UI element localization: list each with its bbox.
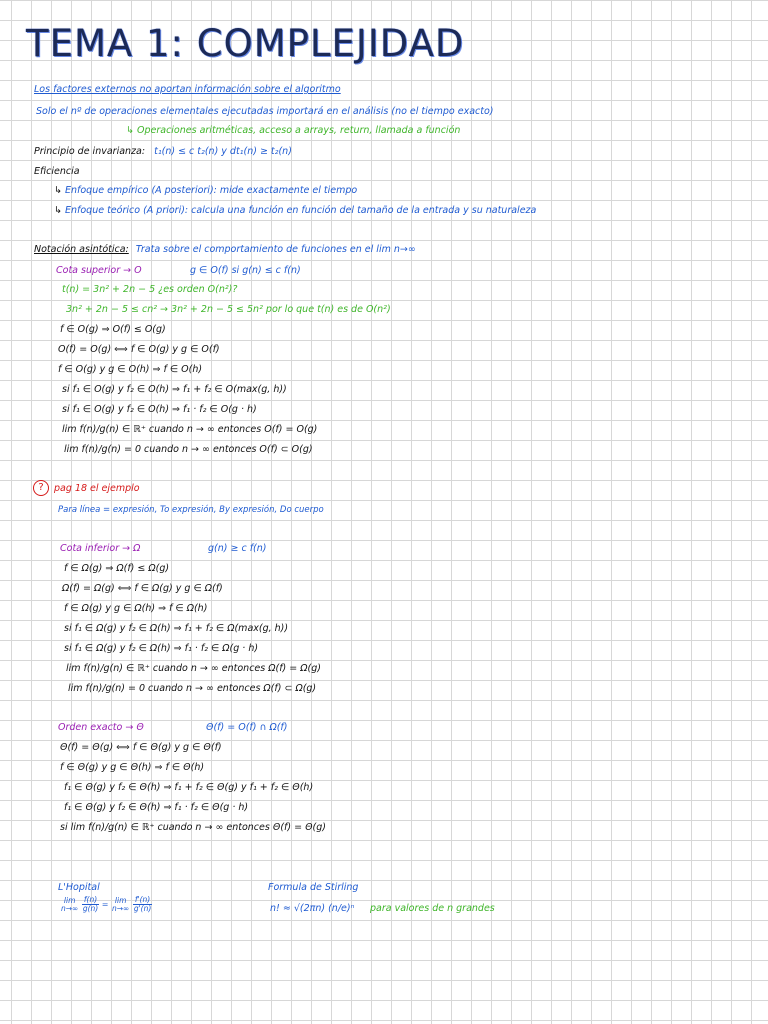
cota-inferior-label: Cota inferior → Ω (60, 543, 141, 554)
cota-superior-example-1: t(n) = 3n² + 2n − 5 ¿es orden O(n²)? (62, 284, 238, 295)
invarianza-label: Principio de invarianza: (34, 146, 146, 157)
question-mark-icon: ? (33, 480, 49, 496)
orden-exacto-def: Θ(f) = O(f) ∩ Ω(f) (206, 722, 288, 733)
notacion-line (34, 244, 416, 256)
branch-arrow-icon: ↳ (54, 185, 65, 196)
orden-exacto-prop: f₁ ∈ Θ(g) y f₂ ∈ Θ(h) ⇒ f₁ · f₂ ∈ Θ(g · h) (64, 802, 249, 813)
stirling-label: Formula de Stirling (268, 882, 359, 893)
enfoque-teorico: ↳ Enfoque teórico (A priori): calcula una función en función del tamaño de la entrada y su naturaleza (54, 205, 537, 216)
cota-superior-prop: si f₁ ∈ O(g) y f₂ ∈ O(h) ⇒ f₁ + f₂ ∈ O(max(g, h)) (62, 384, 287, 395)
cota-inferior-prop: lim f(n)/g(n) = 0 cuando n → ∞ entonces Ω(f) ⊂ Ω(g) (68, 683, 317, 694)
cota-inferior-prop: si f₁ ∈ Ω(g) y f₂ ∈ Ω(h) ⇒ f₁ + f₂ ∈ Ω(max(g, h)) (64, 623, 289, 634)
cota-inferior-prop: lim f(n)/g(n) ∈ ℝ⁺ cuando n → ∞ entonces Ω(f) = Ω(g) (66, 663, 321, 674)
intro-line-2: ↳ Operaciones aritméticas, acceso a arrays, return, llamada a función (126, 125, 461, 136)
cota-inferior-prop: Ω(f) = Ω(g) ⟺ f ∈ Ω(g) y g ∈ Ω(f) (62, 583, 223, 594)
cota-superior-label: Cota superior → O (56, 265, 142, 276)
cota-superior-prop: lim f(n)/g(n) = 0 cuando n → ∞ entonces O(f) ⊂ O(g) (64, 444, 313, 455)
cota-superior-prop: O(f) = O(g) ⟺ f ∈ O(g) y g ∈ O(f) (58, 344, 220, 355)
cota-superior-prop: si f₁ ∈ O(g) y f₂ ∈ O(h) ⇒ f₁ · f₂ ∈ O(g · h) (62, 404, 257, 415)
cota-inferior-def: g(n) ≥ c f(n) (208, 543, 267, 554)
hopital-fraction-left: $\frac{f(n)}{g(n)}$ (82, 895, 99, 913)
hopital-label: L'Hopital (58, 882, 100, 893)
notacion-desc: Trata sobre el comportamiento de funciones en el lim n→∞ (135, 244, 416, 255)
orden-exacto-prop: si lim f(n)/g(n) ∈ ℝ⁺ cuando n → ∞ entonces Θ(f) = Θ(g) (60, 822, 326, 833)
cota-inferior-prop: f ∈ Ω(g) ⇒ Ω(f) ≤ Ω(g) (64, 563, 170, 574)
hopital-formula: lim n→∞ $\frac{f(n)}{g(n)}$ = lim n→∞ $\frac{f'(n)}{g'(n)}$ (61, 895, 152, 913)
sub-arrow-icon: ↳ (126, 125, 137, 136)
hopital-fraction-right: $\frac{f'(n)}{g'(n)}$ (133, 895, 152, 913)
orden-exacto-label: Orden exacto → Θ (58, 722, 144, 733)
hopital-lim-right: lim n→∞ (112, 895, 130, 913)
cota-superior-def: g ∈ O(f) si g(n) ≤ c f(n) (190, 265, 301, 276)
enfoque-empirico: ↳ Enfoque empírico (A posteriori): mide exactamente el tiempo (54, 185, 358, 196)
cota-inferior-prop: si f₁ ∈ Ω(g) y f₂ ∈ Ω(h) ⇒ f₁ · f₂ ∈ Ω(g · h) (64, 643, 259, 654)
eficiencia-label: Eficiencia (34, 166, 80, 177)
invarianza-line (34, 146, 292, 158)
notacion-label: Notación asintótica: (34, 244, 129, 255)
intro-line-1: Solo el nº de operaciones elementales ejecutadas importará en el análisis (no el tiempo exacto) (36, 106, 494, 117)
stirling-note: para valores de n grandes (370, 903, 495, 914)
branch-arrow-icon: ↳ (54, 205, 65, 216)
cota-superior-example-2: 3n² + 2n − 5 ≤ cn² → 3n² + 2n − 5 ≤ 5n² por lo que t(n) es de O(n²) (66, 304, 391, 315)
orden-exacto-prop: f ∈ Θ(g) y g ∈ Θ(h) ⇒ f ∈ Θ(h) (60, 762, 205, 773)
intro-heading: Los factores externos no aportan información sobre el algoritmo (34, 84, 341, 95)
invarianza-formula: t₁(n) ≤ c t₂(n) y dt₁(n) ≥ t₂(n) (154, 146, 292, 157)
stirling-formula: n! ≈ √(2πn) (n/e)ⁿ (270, 903, 355, 914)
cota-superior-prop: f ∈ O(g) y g ∈ O(h) ⇒ f ∈ O(h) (58, 364, 203, 375)
orden-exacto-prop: f₁ ∈ Θ(g) y f₂ ∈ Θ(h) ⇒ f₁ + f₂ ∈ Θ(g) y f₁ + f₂ ∈ Θ(h) (64, 782, 314, 793)
hopital-lim-left: lim n→∞ (61, 895, 79, 913)
page-title: TEMA 1: COMPLEJIDAD (26, 22, 465, 65)
ejemplo-sub: Para línea = expresión, To expresión, By expresión, Do cuerpo (58, 505, 324, 515)
cota-superior-prop: lim f(n)/g(n) ∈ ℝ⁺ cuando n → ∞ entonces O(f) = O(g) (62, 424, 318, 435)
cota-superior-prop: f ∈ O(g) ⇒ O(f) ≤ O(g) (60, 324, 166, 335)
ejemplo-ref: pag 18 el ejemplo (54, 483, 140, 494)
orden-exacto-prop: Θ(f) = Θ(g) ⟺ f ∈ Θ(g) y g ∈ Θ(f) (60, 742, 222, 753)
cota-inferior-prop: f ∈ Ω(g) y g ∈ Ω(h) ⇒ f ∈ Ω(h) (64, 603, 208, 614)
